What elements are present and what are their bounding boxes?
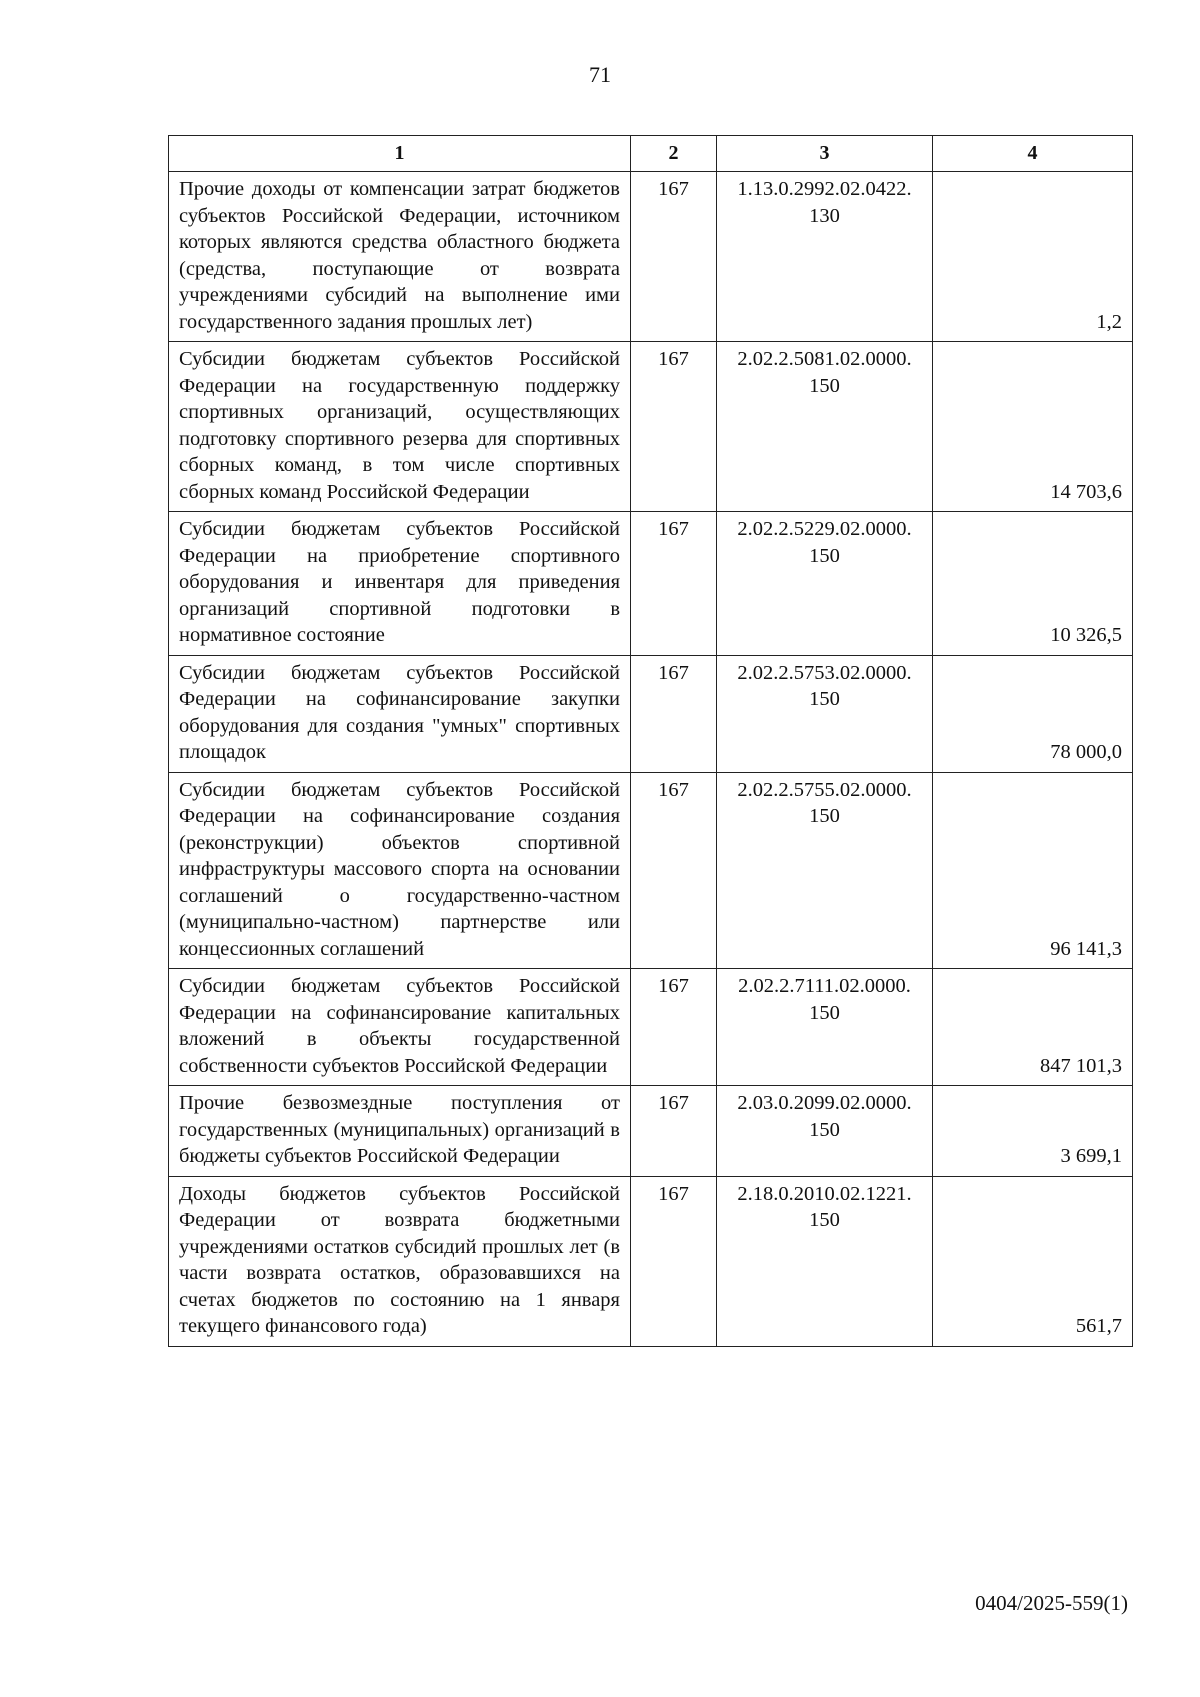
page-number: 71 — [589, 62, 611, 87]
column-header-4: 4 — [933, 136, 1133, 172]
revenue-table — [168, 135, 1133, 1347]
classification-code: 2.02.2.5753.02.0000. 150 — [717, 655, 933, 772]
admin-code: 167 — [631, 969, 717, 1086]
amount: 1,2 — [933, 172, 1133, 342]
admin-code: 167 — [631, 342, 717, 512]
amount: 14 703,6 — [933, 342, 1133, 512]
revenue-name: Доходы бюджетов субъектов Российской Федерации от возврата бюджетными учреждениями остатков субсидий прошлых лет (в части возврата остатков, образовавшихся на счетах бюджетов по состоянию на 1 января текущего финансового года) — [169, 1176, 631, 1346]
classification-code: 1.13.0.2992.02.0422. 130 — [717, 172, 933, 342]
table-row — [169, 655, 1133, 772]
column-header-2: 2 — [631, 136, 717, 172]
table-row — [169, 342, 1133, 512]
revenue-name: Прочие безвозмездные поступления от государственных (муниципальных) организаций в бюджеты субъектов Российской Федерации — [169, 1086, 631, 1177]
classification-code: 2.02.2.5081.02.0000. 150 — [717, 342, 933, 512]
revenue-name: Субсидии бюджетам субъектов Российской Федерации на приобретение спортивного оборудования и инвентаря для приведения организаций спортивной подготовки в нормативное состояние — [169, 512, 631, 656]
classification-code: 2.18.0.2010.02.1221. 150 — [717, 1176, 933, 1346]
admin-code: 167 — [631, 512, 717, 656]
amount: 561,7 — [933, 1176, 1133, 1346]
revenue-name: Субсидии бюджетам субъектов Российской Федерации на софинансирование создания (реконструкции) объектов спортивной инфраструктуры массового спорта на основании соглашений о государственно-частном (муниципально-частном) партнерстве или концессионных соглашений — [169, 772, 631, 969]
column-header-3: 3 — [717, 136, 933, 172]
revenue-name: Прочие доходы от компенсации затрат бюджетов субъектов Российской Федерации, источником которых являются средства областного бюджета (средства, поступающие от возврата учреждениями субсидий на выполнение ими государственного задания прошлых лет) — [169, 172, 631, 342]
admin-code: 167 — [631, 655, 717, 772]
amount: 847 101,3 — [933, 969, 1133, 1086]
amount: 3 699,1 — [933, 1086, 1133, 1177]
classification-code: 2.02.2.5229.02.0000. 150 — [717, 512, 933, 656]
admin-code: 167 — [631, 772, 717, 969]
revenue-name: Субсидии бюджетам субъектов Российской Федерации на софинансирование капитальных вложений в объекты государственной собственности субъектов Российской Федерации — [169, 969, 631, 1086]
table-row — [169, 512, 1133, 656]
table-row — [169, 1176, 1133, 1346]
classification-code: 2.02.2.7111.02.0000. 150 — [717, 969, 933, 1086]
amount: 10 326,5 — [933, 512, 1133, 656]
table-row — [169, 172, 1133, 342]
revenue-name: Субсидии бюджетам субъектов Российской Федерации на софинансирование закупки оборудования для создания "умных" спортивных площадок — [169, 655, 631, 772]
table-row — [169, 969, 1133, 1086]
admin-code: 167 — [631, 172, 717, 342]
column-header-1: 1 — [169, 136, 631, 172]
table-row — [169, 1086, 1133, 1177]
amount: 78 000,0 — [933, 655, 1133, 772]
amount: 96 141,3 — [933, 772, 1133, 969]
classification-code: 2.03.0.2099.02.0000. 150 — [717, 1086, 933, 1177]
revenue-name: Субсидии бюджетам субъектов Российской Федерации на государственную поддержку спортивных организаций, осуществляющих подготовку спортивного резерва для спортивных сборных команд, в том числе спортивных сборных команд Российской Федерации — [169, 342, 631, 512]
classification-code: 2.02.2.5755.02.0000. 150 — [717, 772, 933, 969]
admin-code: 167 — [631, 1086, 717, 1177]
table-header-row — [169, 136, 1133, 172]
table-row — [169, 772, 1133, 969]
document-code: 0404/2025-559(1) — [975, 1591, 1128, 1615]
admin-code: 167 — [631, 1176, 717, 1346]
